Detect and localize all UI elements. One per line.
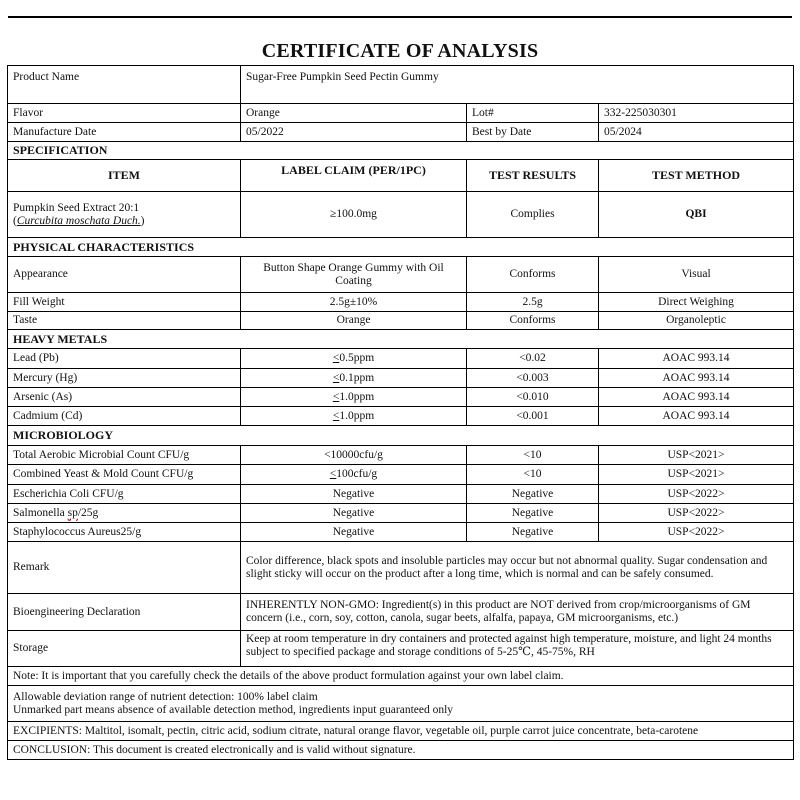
microbiology-heading: MICROBIOLOGY [8,426,794,446]
row-claim: Orange [241,312,467,330]
storage-text: Keep at room temperature in dry containers and protected against high temperature, moisture, and light 24 months subject to specified package and storage conditions of 5-25℃, 45-75%, RH [241,631,794,667]
row-item: Combined Yeast & Mold Count CFU/g [8,465,241,485]
row-method: USP<2022> [599,485,794,504]
item-text: /25g [77,506,99,519]
item-header: ITEM [8,160,241,192]
row-result: <0.010 [467,388,599,407]
flavor-value: Orange [241,104,467,123]
claim-value: 1.0ppm [339,409,375,422]
row-item: Taste [8,312,241,330]
row-claim: <10000cfu/g [241,446,467,465]
table-row [8,388,794,407]
row-claim: Button Shape Orange Gummy with Oil Coating [241,257,467,293]
bioengineering-text: INHERENTLY NON-GMO: Ingredient(s) in this product are NOT derived from crop/microorganisms of GM concern (i.e., corn, soy, cotton, canola, sugar beets, alfalfa, papaya, GM microorganisms, etc.) [241,594,794,631]
row-method: AOAC 993.14 [599,407,794,426]
paren-open: ( [13,214,17,227]
product-name-label: Product Name [8,66,241,104]
flavor-row [8,104,794,123]
remark-label: Remark [8,542,241,594]
row-result: <0.001 [467,407,599,426]
row-method: AOAC 993.14 [599,388,794,407]
deviation-row [8,686,794,722]
paren-close: ) [140,214,145,227]
deviation-line1: Allowable deviation range of nutrient detection: 100% label claim [13,690,318,703]
claim-value: 100cfu/g [336,468,378,480]
heavy-metals-heading: HEAVY METALS [8,330,794,349]
leq-symbol: < [332,390,340,403]
row-item: Lead (Pb) [8,349,241,369]
deviation-line2: Unmarked part means absence of available detection method, ingredients input guaranteed only [13,703,454,716]
coa-table [7,65,794,760]
row-method: AOAC 993.14 [599,369,794,388]
column-header-row [8,160,794,192]
best-by-value: 05/2024 [599,123,794,142]
deviation-text [8,686,794,722]
row-item: Arsenic (As) [8,388,241,407]
row-claim [241,407,467,426]
document-title: CERTIFICATE OF ANALYSIS [261,40,539,62]
spec-item-line1: Pumpkin Seed Extract 20:1 [13,201,140,214]
flavor-label: Flavor [8,104,241,123]
product-name-value: Sugar-Free Pumpkin Seed Pectin Gummy [241,66,794,104]
row-item: Fill Weight [8,293,241,312]
spec-item-latin: Curcubita moschata Duch. [16,214,141,227]
storage-row [8,631,794,667]
bioengineering-row [8,594,794,631]
row-claim [241,369,467,388]
row-result: Negative [467,523,599,542]
row-item: Staphylococcus Aureus25/g [8,523,241,542]
table-row [8,257,794,293]
spec-method: QBI [599,192,794,238]
physical-heading: PHYSICAL CHARACTERISTICS [8,238,794,257]
product-name-row [8,66,794,104]
top-rule [8,16,792,18]
row-claim [241,465,467,485]
conclusion-text: CONCLUSION: This document is created electronically and is valid without signature. [8,741,794,760]
table-row [8,293,794,312]
row-item: Appearance [8,257,241,293]
row-item: Mercury (Hg) [8,369,241,388]
bioengineering-label: Bioengineering Declaration [8,594,241,631]
row-method: Visual [599,257,794,293]
label-claim-header: LABEL CLAIM (PER/1PC) [241,160,467,192]
row-claim [241,349,467,369]
row-claim: 2.5g±10% [241,293,467,312]
row-item: Cadmium (Cd) [8,407,241,426]
row-result: Conforms [467,257,599,293]
date-row [8,123,794,142]
row-item [8,504,241,523]
row-result: <0.02 [467,349,599,369]
table-row [8,504,794,523]
spec-item [8,192,241,238]
row-method: USP<2021> [599,446,794,465]
lot-label: Lot# [467,104,599,123]
row-claim: Negative [241,485,467,504]
table-row [8,407,794,426]
row-result: Conforms [467,312,599,330]
claim-value: 1.0ppm [339,390,375,403]
spec-claim: ≥100.0mg [241,192,467,238]
excipients-text: EXCIPIENTS: Maltitol, isomalt, pectin, citric acid, sodium citrate, natural orange flavor, vegetable oil, purple carrot juice concentrate, beta-carotene [8,722,794,741]
table-row [8,312,794,330]
row-claim: Negative [241,523,467,542]
leq-symbol: < [332,352,340,364]
leq-symbol: < [332,409,340,422]
row-result: Negative [467,504,599,523]
row-item: Total Aerobic Microbial Count CFU/g [8,446,241,465]
leq-symbol: < [329,468,337,480]
table-row [8,523,794,542]
leq-symbol: < [332,371,340,384]
test-results-header: TEST RESULTS [467,160,599,192]
row-method: Organoleptic [599,312,794,330]
row-claim [241,388,467,407]
manufacture-date-value: 05/2022 [241,123,467,142]
spellcheck-word: sp [67,506,78,519]
table-row [8,369,794,388]
manufacture-date-label: Manufacture Date [8,123,241,142]
best-by-label: Best by Date [467,123,599,142]
row-method: Direct Weighing [599,293,794,312]
row-method: USP<2022> [599,523,794,542]
claim-value: 0.1ppm [339,371,375,384]
test-method-header: TEST METHOD [599,160,794,192]
claim-value: 0.5ppm [339,352,375,364]
row-result: 2.5g [467,293,599,312]
table-row [8,465,794,485]
table-row [8,446,794,465]
table-row [8,485,794,504]
remark-row [8,542,794,594]
row-result: Negative [467,485,599,504]
row-method: USP<2021> [599,465,794,485]
row-claim: Negative [241,504,467,523]
remark-text: Color difference, black spots and insoluble particles may occur but not abnormal quality. Sugar condensation and slight sticky will occur on the product after a long time, which is normal and can be safely consumed. [241,542,794,594]
row-method: AOAC 993.14 [599,349,794,369]
storage-label: Storage [8,631,241,667]
row-result: <0.003 [467,369,599,388]
spec-row [8,192,794,238]
table-row [8,349,794,369]
item-text: Salmonella [13,506,68,519]
row-method: USP<2022> [599,504,794,523]
row-result: <10 [467,446,599,465]
spec-result: Complies [467,192,599,238]
note-text: Note: It is important that you carefully check the details of the above product formulation against your own label claim. [8,667,794,686]
row-result: <10 [467,465,599,485]
specification-heading: SPECIFICATION [8,142,794,160]
row-item: Escherichia Coli CFU/g [8,485,241,504]
lot-value: 332-225030301 [599,104,794,123]
